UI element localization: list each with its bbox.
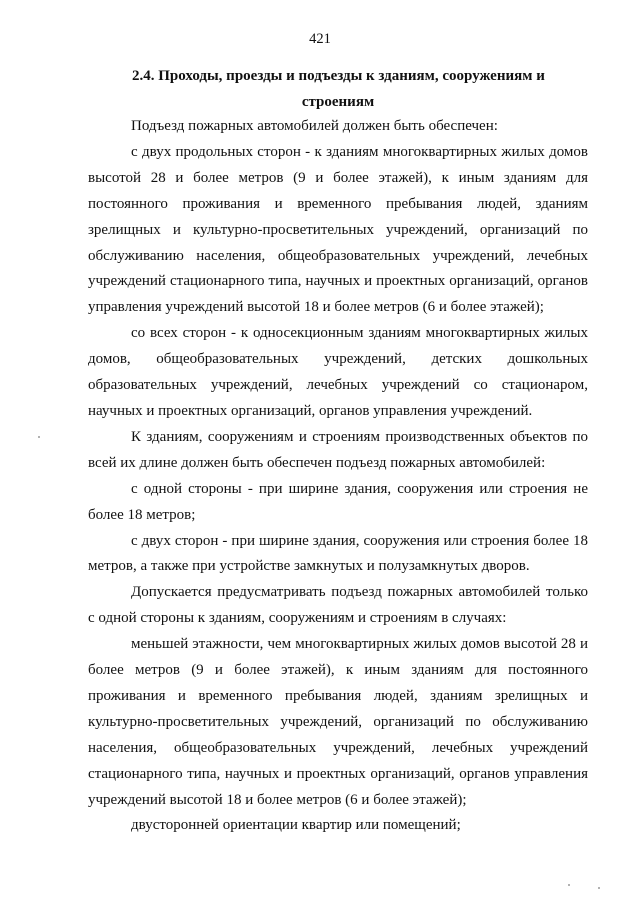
scan-speck: [598, 887, 600, 889]
document-body: [88, 114, 588, 839]
paragraph-intro: Подъезд пожарных автомобилей должен быть обеспечен:: [131, 118, 498, 134]
section-heading-line-2: строениям: [301, 94, 375, 110]
paragraph-allowed: Допускается предусматривать подъезд пожарных автомобилей только с одной стороны к зданиям, сооружениям и строениям в случаях:: [88, 584, 588, 627]
paragraph-lower-floors: меньшей этажности, чем многоквартирных жилых домов высотой 28 и более метров (9 и более этажей), к иным зданиям для постоянного проживания и временного пребывания людей, зданиям зрелищных и культурно-просветительных учреждений, организаций по обслуживанию населения, общеобразовательных учреждений, лечебных учреждений стационарного типа, научных и проектных организаций, органов управления учреждений высотой 18 и более метров (6 и более этажей);: [88, 636, 588, 808]
section-heading: [88, 63, 588, 115]
scan-speck: [38, 436, 40, 438]
paragraph-all-sides: со всех сторон - к односекционным зданиям многоквартирных жилых домов, общеобразовательных учреждений, детских дошкольных образовательных учреждений, лечебных учреждений со стационаром, научных и проектных организаций, органов управления учреждений.: [88, 325, 588, 419]
paragraph-one-side-width: с одной стороны - при ширине здания, сооружения или строения не более 18 метров;: [88, 480, 588, 523]
scan-speck: [568, 884, 570, 886]
paragraph-industrial: К зданиям, сооружениям и строениям производственных объектов по всей их длине должен быть обеспечен подъезд пожарных автомобилей:: [88, 428, 588, 471]
page-number: 421: [309, 31, 331, 47]
paragraph-two-sides: с двух продольных сторон - к зданиям многоквартирных жилых домов высотой 28 и более метров (9 и более этажей), к иным зданиям для постоянного проживания и временного пребывания людей, зданиям зрелищных и культурно-просветительных учреждений, организаций по обслуживанию населения, общеобразовательных учреждений, лечебных учреждений стационарного типа, научных и проектных организаций, органов управления учреждений высотой 18 и более метров (6 и более этажей);: [88, 143, 588, 316]
paragraph-orientation: двусторонней ориентации квартир или помещений;: [131, 817, 461, 834]
section-heading-line-1: 2.4. Проходы, проезды и подъезды к зданиям, сооружениям и: [132, 68, 545, 84]
paragraph-two-sides-width: с двух сторон - при ширине здания, сооружения или строения более 18 метров, а также при устройстве замкнутых и полузамкнутых дворов.: [88, 532, 588, 575]
